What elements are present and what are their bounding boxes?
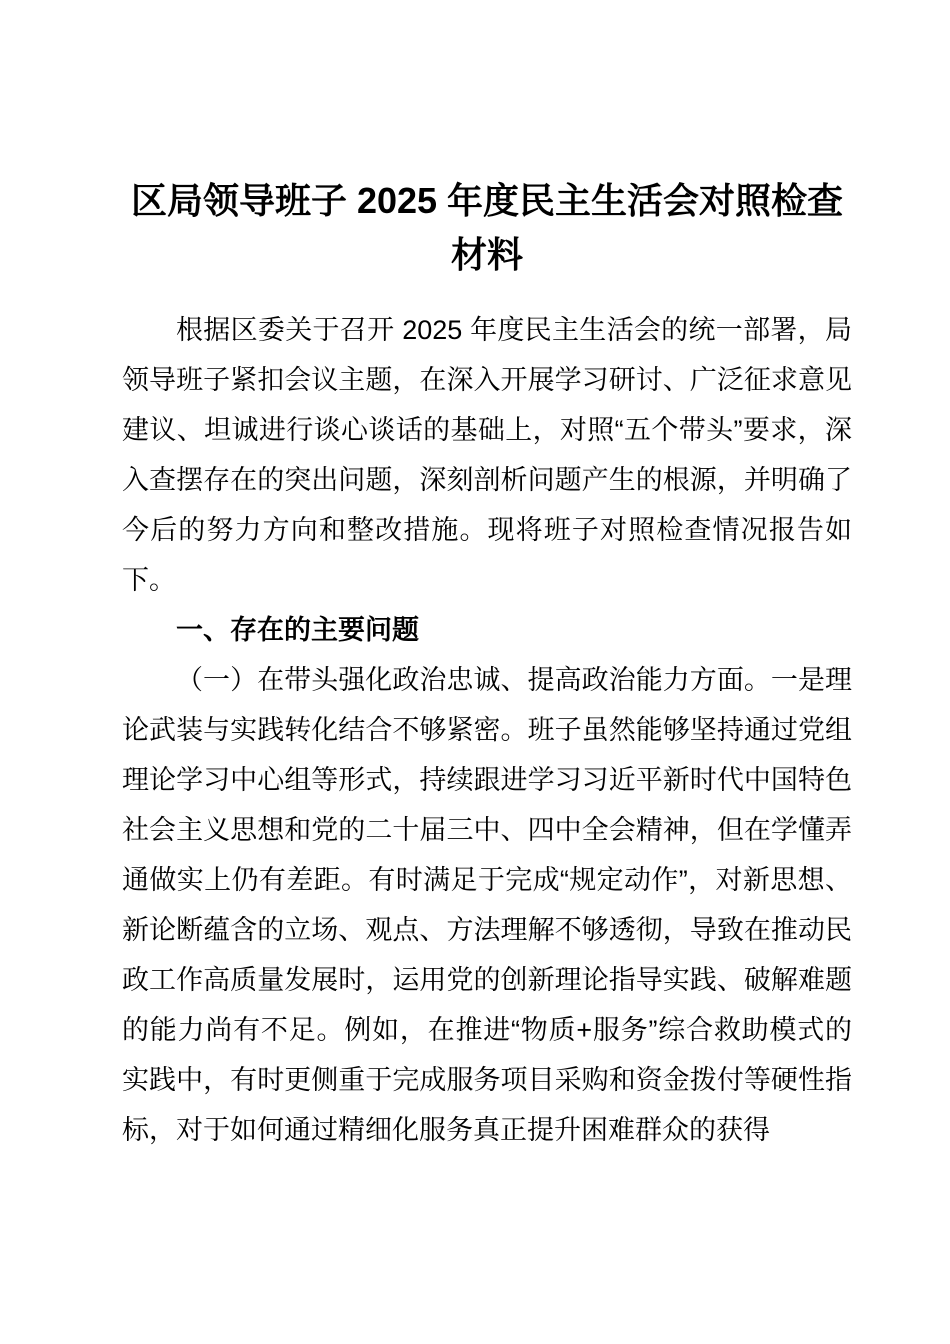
body-paragraph: 根据区委关于召开 2025 年度民主生活会的统一部署，局领导班子紧扣会议主题，在深入开展学习研讨、广泛征求意见建议、坦诚进行谈心谈话的基础上，对照“五个带头”要求，深入查摆存在的突出问题，深刻剖析问题产生的根源，并明确了今后的努力方向和整改措施。现将班子对照检查情况报告如下。	[122, 315, 852, 595]
section-heading: 一、存在的主要问题	[176, 615, 419, 645]
body-paragraph: （一）在带头强化政治忠诚、提高政治能力方面。一是理论武装与实践转化结合不够紧密。班子虽然能够坚持通过党组理论学习中心组等形式，持续跟进学习习近平新时代中国特色社会主义思想和党的二十届三中、四中全会精神，但在学懂弄通做实上仍有差距。有时满足于完成“规定动作”，对新思想、新论断蕴含的立场、观点、方法理解不够透彻，导致在推动民政工作高质量发展时，运用党的创新理论指导实践、破解难题的能力尚有不足。例如，在推进“物质+服务”综合救助模式的实践中，有时更侧重于完成服务项目采购和资金拨付等硬性指标，对于如何通过精细化服务真正提升困难群众的获得	[122, 665, 852, 1145]
document-body	[122, 305, 852, 1155]
document-title: 区局领导班子 2025 年度民主生活会对照检查材料	[130, 180, 844, 275]
